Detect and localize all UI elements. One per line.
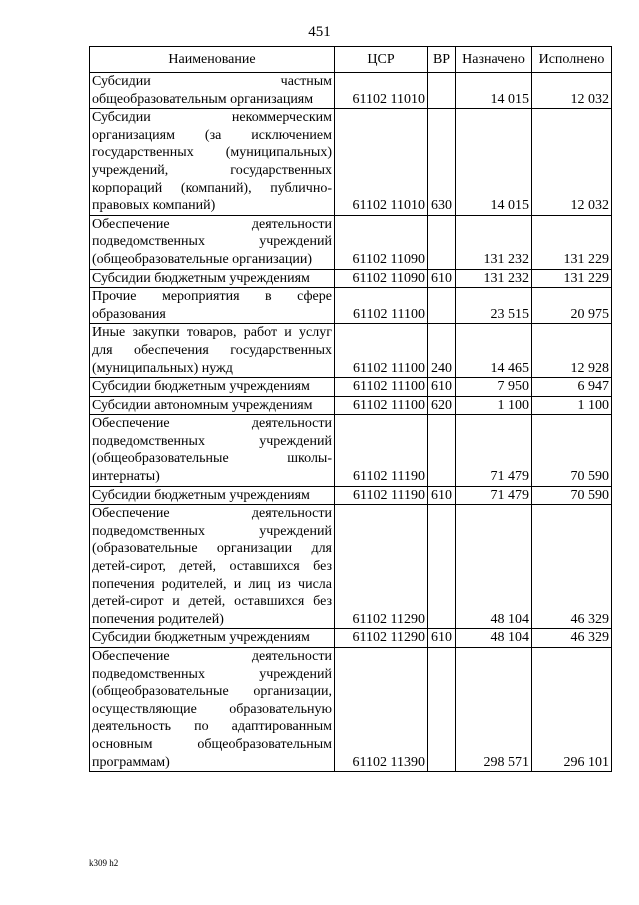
row-executed: 6 947 [532, 378, 612, 397]
row-assigned: 71 479 [456, 415, 532, 486]
row-executed: 70 590 [532, 486, 612, 505]
row-name: Прочие мероприятия в сфере образования [90, 288, 335, 324]
row-csr: 61102 11390 [335, 648, 428, 772]
row-executed: 70 590 [532, 415, 612, 486]
row-assigned: 131 232 [456, 269, 532, 288]
table-row [90, 486, 612, 505]
row-assigned: 7 950 [456, 378, 532, 397]
row-name: Субсидии бюджетным учреждениям [90, 486, 335, 505]
row-csr: 61102 11190 [335, 415, 428, 486]
row-vr [428, 288, 456, 324]
table-row [90, 215, 612, 269]
row-name: Иные закупки товаров, работ и услуг для обеспечения государственных (муниципальных) нужд [90, 324, 335, 378]
row-executed: 12 928 [532, 324, 612, 378]
row-csr: 61102 11100 [335, 396, 428, 415]
table-row [90, 324, 612, 378]
row-csr: 61102 11100 [335, 288, 428, 324]
row-name: Субсидии некоммерческим организациям (за исключением государственных (муниципальных) учреждений, государственных корпораций (компаний), публично-правовых компаний) [90, 109, 335, 216]
row-executed: 12 032 [532, 73, 612, 109]
row-csr: 61102 11100 [335, 378, 428, 397]
table-row [90, 648, 612, 772]
table-row [90, 378, 612, 397]
table-header-row [90, 47, 612, 73]
row-executed: 296 101 [532, 648, 612, 772]
table-row [90, 109, 612, 216]
row-vr: 610 [428, 269, 456, 288]
row-csr: 61102 11100 [335, 324, 428, 378]
row-name: Обеспечение деятельности подведомственных учреждений (образовательные организации для детей-сирот, детей, оставшихся без попечения родителей, и лиц из числа детей-сирот и детей, оставшихся без попечения родителей) [90, 505, 335, 629]
row-executed: 1 100 [532, 396, 612, 415]
row-assigned: 14 015 [456, 73, 532, 109]
row-vr: 620 [428, 396, 456, 415]
row-executed: 46 329 [532, 629, 612, 648]
header-csr: ЦСР [335, 47, 428, 73]
table-row [90, 269, 612, 288]
row-assigned: 298 571 [456, 648, 532, 772]
row-name: Субсидии частным общеобразовательным организациям [90, 73, 335, 109]
row-assigned: 131 232 [456, 215, 532, 269]
row-vr: 610 [428, 378, 456, 397]
row-name: Субсидии бюджетным учреждениям [90, 378, 335, 397]
row-assigned: 48 104 [456, 505, 532, 629]
row-vr: 610 [428, 486, 456, 505]
header-executed: Исполнено [532, 47, 612, 73]
row-assigned: 71 479 [456, 486, 532, 505]
row-executed: 20 975 [532, 288, 612, 324]
row-csr: 61102 11010 [335, 73, 428, 109]
row-vr: 240 [428, 324, 456, 378]
header-vr: ВР [428, 47, 456, 73]
row-vr [428, 73, 456, 109]
table-row [90, 73, 612, 109]
row-assigned: 23 515 [456, 288, 532, 324]
table-row [90, 396, 612, 415]
row-csr: 61102 11090 [335, 269, 428, 288]
row-csr: 61102 11190 [335, 486, 428, 505]
table-row [90, 629, 612, 648]
row-name: Обеспечение деятельности подведомственных учреждений (общеобразовательные школы-интернаты) [90, 415, 335, 486]
row-assigned: 1 100 [456, 396, 532, 415]
footer-code: k309 h2 [89, 858, 119, 868]
row-vr [428, 415, 456, 486]
row-executed: 46 329 [532, 505, 612, 629]
row-assigned: 14 465 [456, 324, 532, 378]
row-csr: 61102 11010 [335, 109, 428, 216]
row-csr: 61102 11290 [335, 629, 428, 648]
row-csr: 61102 11090 [335, 215, 428, 269]
row-vr [428, 648, 456, 772]
table-row [90, 288, 612, 324]
budget-table [89, 46, 612, 772]
row-vr: 610 [428, 629, 456, 648]
row-vr: 630 [428, 109, 456, 216]
table-row [90, 415, 612, 486]
row-assigned: 48 104 [456, 629, 532, 648]
page-number: 451 [308, 24, 331, 40]
row-name: Обеспечение деятельности подведомственных учреждений (общеобразовательные организации, осуществляющие образовательную деятельность по адаптированным основным общеобразовательным программам) [90, 648, 335, 772]
row-executed: 131 229 [532, 215, 612, 269]
row-name: Обеспечение деятельности подведомственных учреждений (общеобразовательные организации) [90, 215, 335, 269]
row-vr [428, 505, 456, 629]
row-csr: 61102 11290 [335, 505, 428, 629]
row-executed: 12 032 [532, 109, 612, 216]
row-vr [428, 215, 456, 269]
row-assigned: 14 015 [456, 109, 532, 216]
row-name: Субсидии автономным учреждениям [90, 396, 335, 415]
row-name: Субсидии бюджетным учреждениям [90, 629, 335, 648]
header-assigned: Назначено [456, 47, 532, 73]
table-row [90, 505, 612, 629]
row-name: Субсидии бюджетным учреждениям [90, 269, 335, 288]
row-executed: 131 229 [532, 269, 612, 288]
header-name: Наименование [90, 47, 335, 73]
